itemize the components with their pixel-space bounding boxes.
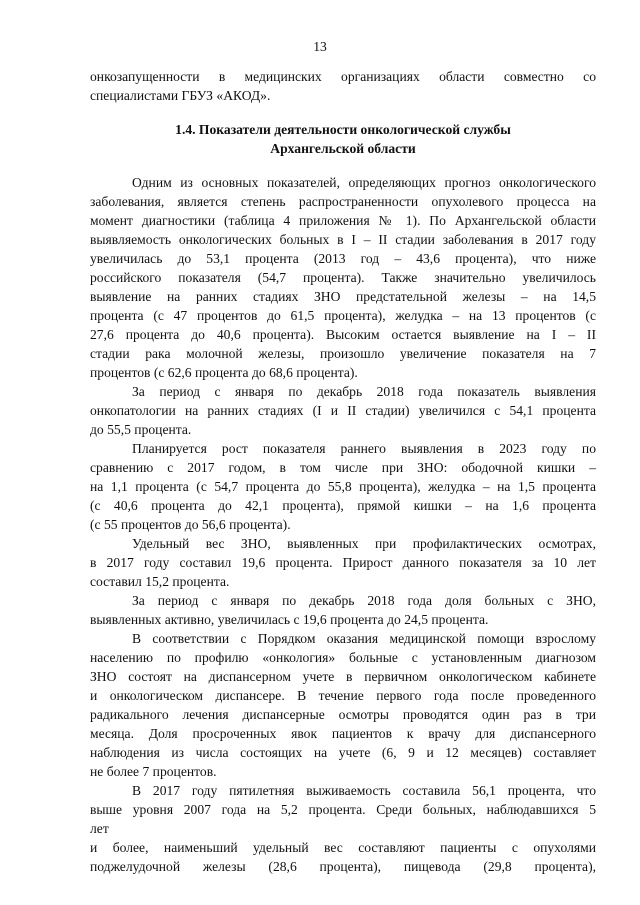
text-line: 27,6 процента до 40,6 процента). Высоким остается выявление на I – II (90, 327, 596, 342)
text-line: ЗНО состоят на диспансерном учете в первичном онкологическом кабинете (90, 669, 596, 684)
text-line: и онкологическом диспансере. В течение первого года после проведенного (90, 688, 596, 703)
page-number: 13 (313, 39, 327, 54)
text-line: В соответствии с Порядком оказания медицинской помощи взрослому (132, 631, 596, 646)
text-line: на 1,1 процента (с 54,7 процента до 55,8 процента), желудка – на 1,5 процента (90, 479, 596, 494)
text-line: лет (90, 821, 109, 836)
text-line: Одним из основных показателей, определяющих прогноз онкологического (132, 175, 596, 190)
text-line: заболевания, является степень распространенности опухолевого процесса на (90, 194, 596, 209)
text-line: процента (с 47 процентов до 61,5 процента), желудка – на 13 процентов (с (90, 308, 596, 323)
text-line: составил 15,2 процента. (90, 574, 230, 589)
text-line: населению по профилю «онкология» больные с установленным диагнозом (90, 650, 596, 665)
text-line: В 2017 году пятилетняя выживаемость составила 56,1 процента, что (132, 783, 596, 798)
text-line: в 2017 году составил 19,6 процента. Прирост данного показателя за 10 лет (90, 555, 596, 570)
text-line: Планируется рост показателя раннего выявления в 2023 году по (132, 441, 596, 456)
text-line: онкозапущенности в медицинских организациях области совместно со (90, 69, 596, 84)
text-line: (с 55 процентов до 56,6 процента). (90, 517, 291, 532)
section-heading: 1.4. Показатели деятельности онкологической службы (175, 122, 511, 137)
text-line: выше уровня 2007 года на 5,2 процента. Среди больных, наблюдавшихся 5 (90, 802, 596, 817)
text-line: не более 7 процентов. (90, 764, 217, 779)
text-line: и более, наименьший удельный вес составляют пациенты с опухолями (90, 840, 596, 855)
text-line: сравнению с 2017 годом, в том числе при ЗНО: ободочной кишки – (90, 460, 596, 475)
text-line: стадии рака молочной железы, произошло увеличение показателя на 7 (90, 346, 596, 361)
text-line: За период с января по декабрь 2018 года показатель выявления (132, 384, 596, 399)
text-line: специалистами ГБУЗ «АКОД». (90, 88, 271, 103)
text-line: увеличилась до 53,1 процента (2013 год – 43,6 процента), что ниже (90, 251, 596, 266)
text-line: онкопатологии на ранних стадиях (I и II стадии) увеличился с 54,1 процента (90, 403, 596, 418)
text-line: российского показателя (54,7 процента). Также значительно увеличилось (90, 270, 596, 285)
text-line: выявляемость онкологических больных в I – II стадии заболевания в 2017 году (90, 232, 596, 247)
section-heading: Архангельской области (270, 141, 416, 156)
text-line: до 55,5 процента. (90, 422, 192, 437)
text-line: выявленных активно, увеличилась с 19,6 процента до 24,5 процента. (90, 612, 489, 627)
text-line: процентов (с 62,6 процента до 68,6 процента). (90, 365, 358, 380)
text-line: радикального лечения диспансерные осмотры проводятся один раз в три (90, 707, 596, 722)
text-line: За период с января по декабрь 2018 года доля больных с ЗНО, (132, 593, 596, 608)
text-line: (с 40,6 процента до 42,1 процента), прямой кишки – на 1,6 процента (90, 498, 596, 513)
text-line: поджелудочной железы (28,6 процента), пищевода (29,8 процента), (90, 859, 596, 874)
text-line: наблюдения из числа состоящих на учете (6, 9 и 12 месяцев) составляет (90, 745, 596, 760)
text-line: выявление на ранних стадиях ЗНО предстательной железы – на 14,5 (90, 289, 596, 304)
text-line: момент диагностики (таблица 4 приложения № 1). По Архангельской области (90, 213, 596, 228)
text-line: Удельный вес ЗНО, выявленных при профилактических осмотрах, (132, 536, 596, 551)
text-line: месяца. Доля просроченных явок пациентов к врачу для диспансерного (90, 726, 596, 741)
